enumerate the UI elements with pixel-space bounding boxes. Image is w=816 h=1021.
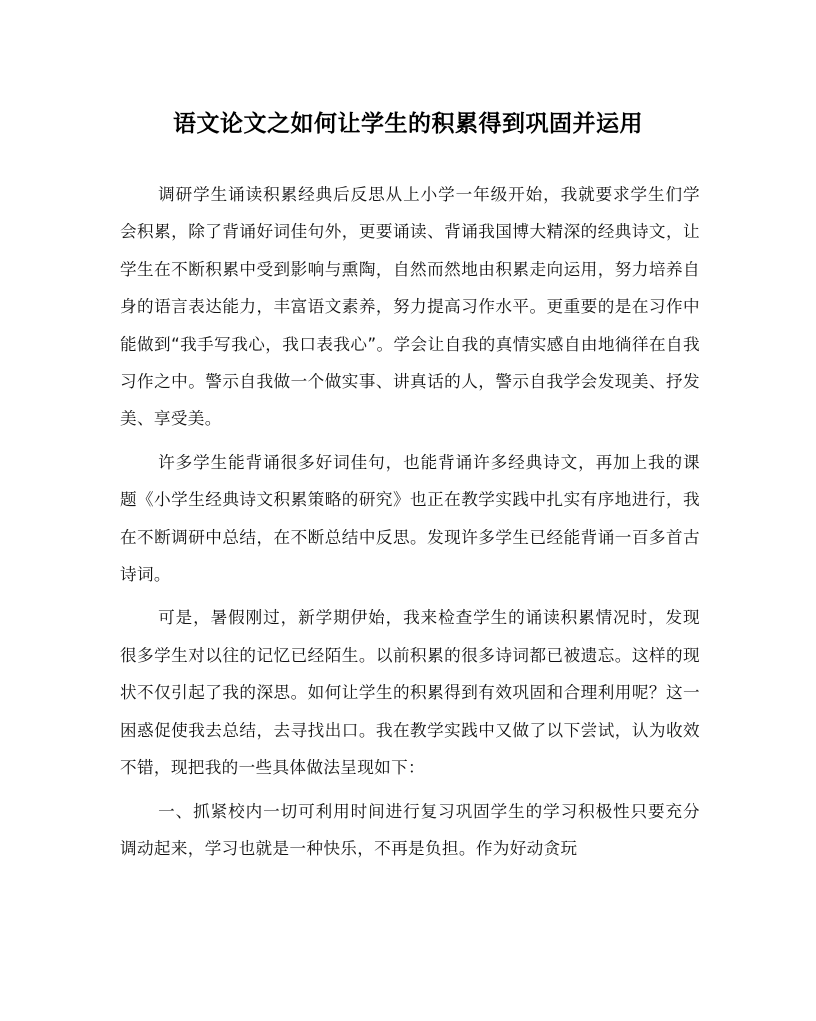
paragraph-3: 可是，暑假刚过，新学期伊始，我来检查学生的诵读积累情况时，发现很多学生对以往的记忆已经陌生。以前积累的很多诗词都已被遗忘。这样的现状不仅引起了我的深思。如何让学生的积累得到有效巩固和合理利用呢？这一困惑促使我去总结，去寻找出口。我在教学实践中又做了以下尝试，认为收效不错，现把我的一些具体做法呈现如下： (120, 608, 700, 778)
paragraph-4: 一、抓紧校内一切可利用时间进行复习巩固学生的学习积极性只要充分调动起来，学习也就是一种快乐，不再是负担。作为好动贪玩 (120, 801, 700, 858)
document-title: 语文论文之如何让学生的积累得到巩固并运用 (173, 110, 643, 137)
paragraph-2: 许多学生能背诵很多好词佳句，也能背诵许多经典诗文，再加上我的课题《小学生经典诗文积累策略的研究》也正在教学实践中扎实有序地进行，我在不断调研中总结，在不断总结中反思。发现许多学生已经能背诵一百多首古诗词。 (120, 452, 700, 585)
document-body (120, 176, 700, 873)
paragraph-1: 调研学生诵读积累经典后反思从上小学一年级开始，我就要求学生们学会积累，除了背诵好词佳句外，更要诵读、背诵我国博大精深的经典诗文，让学生在不断积累中受到影响与熏陶，自然而然地由积累走向运用，努力培养自身的语言表达能力，丰富语文素养，努力提高习作水平。更重要的是在习作中能做到“我手写我心，我口表我心”。学会让自我的真情实感自由地徜徉在自我习作之中。警示自我做一个做实事、讲真话的人，警示自我学会发现美、抒发美、享受美。 (120, 185, 700, 429)
